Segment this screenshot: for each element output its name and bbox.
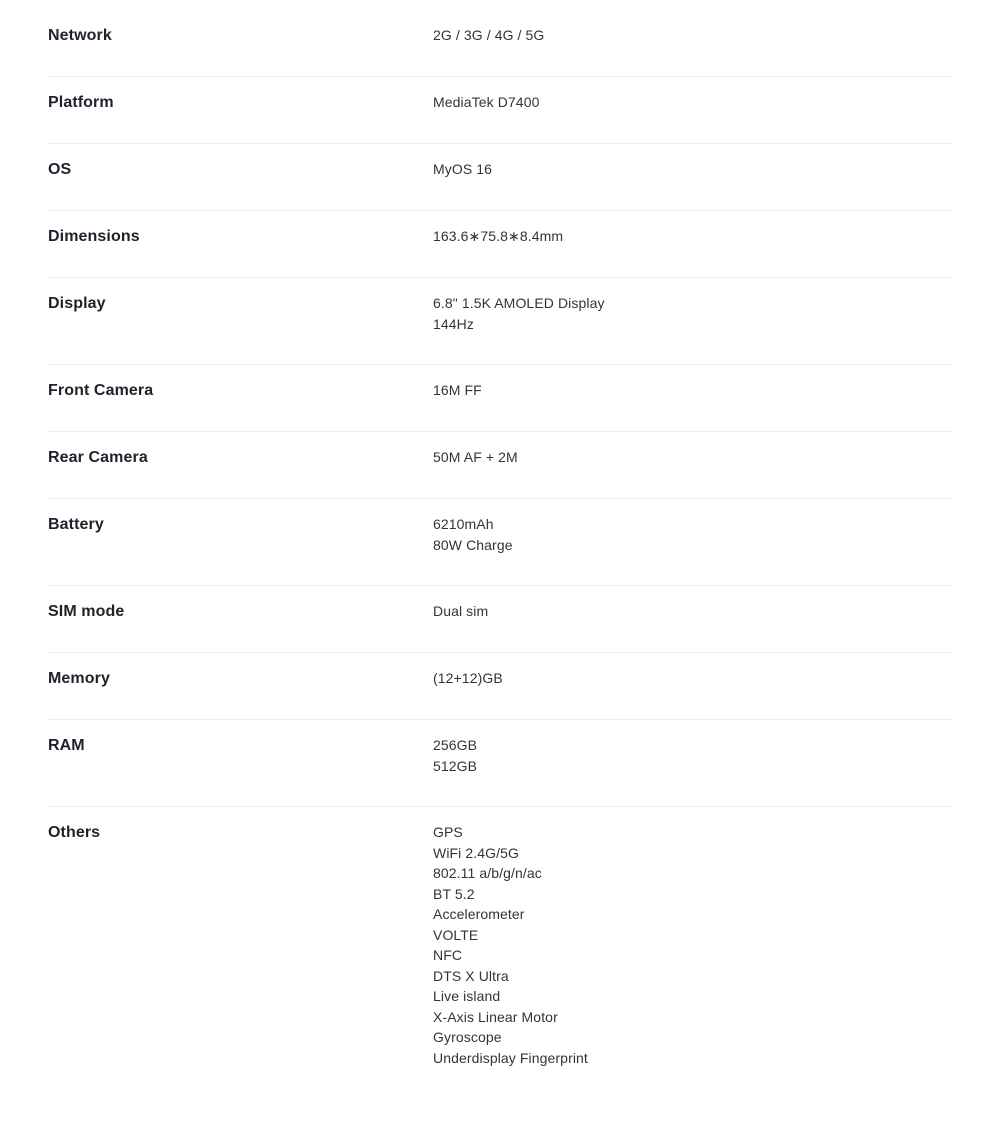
spec-value-line: VOLTE xyxy=(433,926,479,943)
spec-values xyxy=(433,293,952,334)
spec-value-line: 6.8" 1.5K AMOLED Display xyxy=(433,295,605,311)
spec-label: OS xyxy=(48,161,72,178)
spec-value-line: DTS X Ultra xyxy=(433,967,509,984)
spec-value-line: 144Hz xyxy=(433,315,474,332)
spec-row xyxy=(48,10,952,77)
spec-label: SIM mode xyxy=(48,603,125,620)
spec-label: Memory xyxy=(48,670,110,687)
spec-label: RAM xyxy=(48,737,85,754)
spec-value-line: 80W Charge xyxy=(433,536,513,553)
spec-value-line: Underdisplay Fingerprint xyxy=(433,1049,588,1066)
spec-value-line: X-Axis Linear Motor xyxy=(433,1008,558,1025)
spec-row xyxy=(48,278,952,365)
spec-label: Dimensions xyxy=(48,228,140,245)
spec-value-line: 163.6∗75.8∗8.4mm xyxy=(433,228,564,244)
spec-row xyxy=(48,432,952,499)
spec-value-line: Accelerometer xyxy=(433,906,525,922)
spec-row xyxy=(48,77,952,144)
spec-values xyxy=(433,822,952,1068)
spec-value-line: 50M AF + 2M xyxy=(433,449,518,465)
spec-value-line: Live island xyxy=(433,988,501,1004)
spec-value-line: Dual sim xyxy=(433,603,489,619)
spec-values xyxy=(433,735,952,776)
spec-value-line: WiFi 2.4G/5G xyxy=(433,844,519,861)
spec-values xyxy=(433,25,952,46)
spec-values xyxy=(433,514,952,555)
spec-label: Rear Camera xyxy=(48,449,148,466)
spec-value-line: 2G / 3G / 4G / 5G xyxy=(433,27,545,43)
spec-values xyxy=(433,226,952,247)
spec-value-line: GPS xyxy=(433,824,463,840)
spec-label: Display xyxy=(48,295,106,312)
spec-row xyxy=(48,653,952,720)
spec-value-line: 802.11 a/b/g/n/ac xyxy=(433,865,542,881)
spec-values xyxy=(433,159,952,180)
spec-row xyxy=(48,144,952,211)
spec-values xyxy=(433,380,952,401)
spec-row xyxy=(48,720,952,807)
spec-row xyxy=(48,499,952,586)
spec-label: Battery xyxy=(48,516,104,533)
spec-row xyxy=(48,211,952,278)
spec-value-line: 6210mAh xyxy=(433,516,494,532)
spec-row xyxy=(48,365,952,432)
spec-value-line: Gyroscope xyxy=(433,1029,502,1045)
spec-label: Network xyxy=(48,27,112,44)
spec-values xyxy=(433,668,952,689)
spec-label: Platform xyxy=(48,94,114,111)
spec-row xyxy=(48,586,952,653)
spec-value-line: MyOS 16 xyxy=(433,161,493,177)
spec-value-line: (12+12)GB xyxy=(433,670,503,686)
spec-value-line: BT 5.2 xyxy=(433,885,475,902)
spec-value-line: 512GB xyxy=(433,757,478,774)
spec-value-line: 16M FF xyxy=(433,382,482,398)
spec-values xyxy=(433,601,952,622)
spec-label: Front Camera xyxy=(48,382,154,399)
spec-value-line: NFC xyxy=(433,947,463,963)
spec-values xyxy=(433,92,952,113)
spec-label: Others xyxy=(48,824,101,841)
spec-value-line: MediaTek D7400 xyxy=(433,94,540,110)
spec-row xyxy=(48,807,952,1098)
spec-value-line: 256GB xyxy=(433,737,478,753)
spec-values xyxy=(433,447,952,468)
